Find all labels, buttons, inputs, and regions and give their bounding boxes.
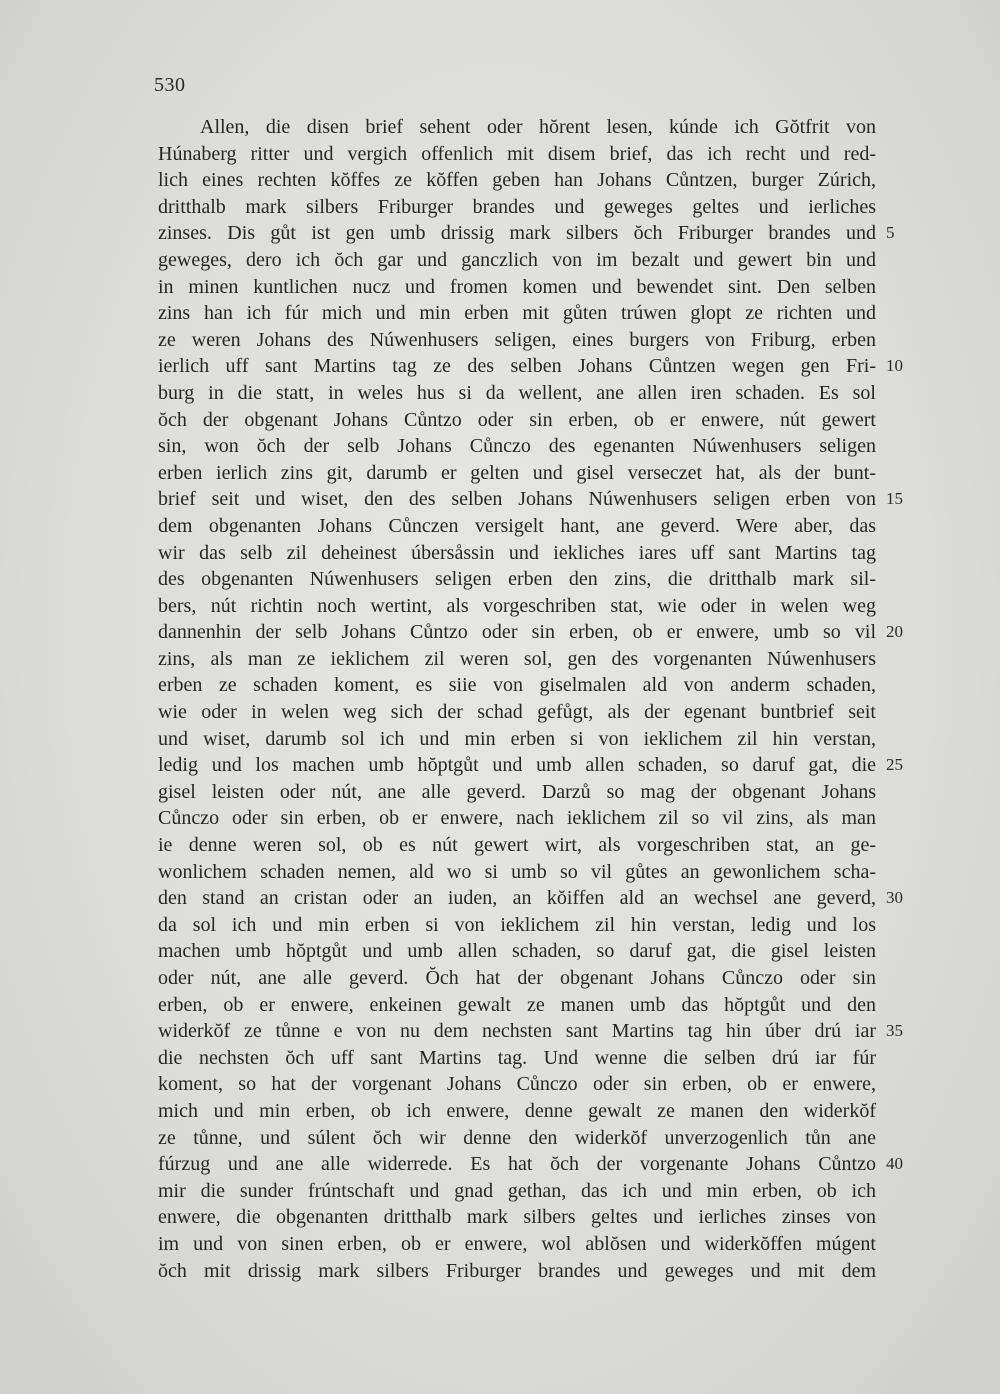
- line-text: zinses. Dis gůt ist gen umb drissig mark silbers ŏch Friburger brandes und: [158, 222, 876, 245]
- text-line: [158, 699, 876, 726]
- line-text: zins han ich fúr mich und min erben mit gůten trúwen glopt ze richten und: [158, 302, 876, 325]
- line-text: ze tůnne, und súlent ŏch wir denne den widerkŏf unverzogenlich tůn ane: [158, 1126, 876, 1149]
- line-text: mir die sunder frúntschaft und gnad gethan, das ich und min erben, ob ich: [158, 1179, 876, 1202]
- text-line: [158, 593, 876, 620]
- line-text: dritthalb mark silbers Friburger brandes und geweges geltes und ierliches: [158, 195, 876, 218]
- line-text: burg in die statt, in weles hus si da wellent, ane allen iren schaden. Es sol: [158, 381, 876, 404]
- text-line: [158, 619, 903, 646]
- line-text: da sol ich und min erben si von ieklichem zil hin verstan, ledig und los: [158, 913, 876, 936]
- line-number: 35: [886, 1021, 903, 1041]
- text-line: [158, 1045, 876, 1072]
- text-line: [158, 407, 876, 434]
- text-line: [158, 513, 876, 540]
- line-number: 15: [886, 489, 903, 509]
- text-line: [158, 540, 876, 567]
- text-line: [158, 1231, 876, 1258]
- line-text: zins, als man ze ieklichem zil weren sol, gen des vorgenanten Núwenhusers: [158, 647, 876, 670]
- line-text: ŏch mit drissig mark silbers Friburger brandes und geweges und mit dem: [158, 1259, 876, 1282]
- text-line: [158, 380, 876, 407]
- text-line: [158, 327, 876, 354]
- line-text: Húnaberg ritter und vergich offenlich mit disem brief, das ich recht und red-: [158, 142, 876, 165]
- line-text: sin, won ŏch der selb Johans Cůnczo des egenanten Núwenhusers seligen: [158, 435, 876, 458]
- text-line: [158, 1151, 903, 1178]
- line-text: ierlich uff sant Martins tag ze des selben Johans Cůntzen wegen gen Fri-: [158, 355, 876, 378]
- line-text: Cůnczo oder sin erben, ob er enwere, nach ieklichem zil so vil zins, als man: [158, 807, 876, 830]
- text-line: [158, 805, 876, 832]
- line-text: Allen, die disen brief sehent oder hŏrent lesen, kúnde ich Gŏtfrit von: [200, 116, 876, 138]
- line-text: den stand an cristan oder an iuden, an kŏiffen ald an wechsel ane geverd,: [158, 887, 876, 910]
- line-number: 5: [886, 223, 895, 243]
- line-text: bers, nút richtin noch wertint, als vorgeschriben stat, wie oder in welen weg: [158, 594, 876, 617]
- line-text: oder nút, ane alle geverd. Ŏch hat der obgenant Johans Cůnczo oder sin: [158, 967, 876, 989]
- text-line: [158, 141, 876, 168]
- line-text: dem obgenanten Johans Cůnczen versigelt hant, ane geverd. Were aber, das: [158, 514, 876, 537]
- text-line: [158, 274, 876, 301]
- text-line: [158, 938, 876, 965]
- text-line: [158, 566, 876, 593]
- line-number: 30: [886, 888, 903, 908]
- line-text: fúrzug und ane alle widerrede. Es hat ŏch der vorgenante Johans Cůntzo: [158, 1153, 876, 1176]
- text-line: [158, 220, 895, 247]
- line-text: lich eines rechten kŏffes ze kŏffen geben han Johans Cůntzen, burger Zúrich,: [158, 169, 876, 192]
- text-line: [158, 1258, 876, 1285]
- text-line: [158, 1125, 876, 1152]
- text-line: [158, 726, 876, 753]
- line-text: erben, ob er enwere, enkeinen gewalt ze manen umb das hŏptgůt und den: [158, 993, 876, 1016]
- line-text: wie oder in welen weg sich der schad gefůgt, als der egenant buntbrief seit: [158, 701, 876, 724]
- body-text: [158, 114, 903, 1284]
- line-text: koment, so hat der vorgenant Johans Cůnczo oder sin erben, ob er enwere,: [158, 1073, 876, 1096]
- text-line: [158, 1178, 876, 1205]
- line-text: ie denne weren sol, ob es nút gewert wirt, als vorgeschriben stat, an ge-: [158, 834, 876, 857]
- line-text: im und von sinen erben, ob er enwere, wol ablŏsen und widerkŏffen múgent: [158, 1232, 876, 1255]
- text-line: [158, 167, 876, 194]
- text-line: [158, 859, 876, 886]
- line-text: widerkŏf ze tůnne e von nu dem nechsten sant Martins tag hin úber drú iar: [158, 1020, 876, 1043]
- text-line: [158, 992, 876, 1019]
- text-line: [158, 114, 876, 141]
- line-text: in minen kuntlichen nucz und fromen komen und bewendet sint. Den selben: [158, 275, 876, 298]
- text-line: [158, 752, 903, 779]
- line-text: ledig und los machen umb hŏptgůt und umb allen schaden, so daruf gat, die: [158, 754, 876, 777]
- text-line: [158, 300, 876, 327]
- line-number: 10: [886, 356, 903, 376]
- text-line: [158, 1098, 876, 1125]
- line-text: gisel leisten oder nút, ane alle geverd. Darzů so mag der obgenant Johans: [158, 780, 876, 803]
- text-line: [158, 486, 903, 513]
- line-text: ŏch der obgenant Johans Cůntzo oder sin erben, ob er enwere, nút gewert: [158, 408, 876, 431]
- text-line: [158, 965, 876, 992]
- line-text: erben ze schaden koment, es siie von giselmalen ald von anderm schaden,: [158, 674, 876, 697]
- line-text: wonlichem schaden nemen, ald wo si umb so vil gůtes an gewonlichem scha-: [158, 860, 876, 883]
- text-line: [158, 912, 876, 939]
- line-number: 20: [886, 622, 903, 642]
- text-line: [158, 779, 876, 806]
- text-line: [158, 460, 876, 487]
- line-text: wir das selb zil deheinest úbersåssin und iekliches iares uff sant Martins tag: [158, 541, 876, 564]
- text-line: [158, 1071, 876, 1098]
- text-line: [158, 194, 876, 221]
- line-text: brief seit und wiset, den des selben Johans Núwenhusers seligen erben von: [158, 488, 876, 511]
- line-text: erben ierlich zins git, darumb er gelten und gisel verseczet hat, als der bunt-: [158, 461, 876, 484]
- line-text: ze weren Johans des Núwenhusers seligen, eines burgers von Friburg, erben: [158, 328, 876, 351]
- line-number: 40: [886, 1154, 903, 1174]
- text-line: [158, 832, 876, 859]
- line-text: und wiset, darumb sol ich und min erben si von ieklichem zil hin verstan,: [158, 727, 876, 750]
- text-line: [158, 247, 876, 274]
- text-line: [158, 672, 876, 699]
- line-number: 25: [886, 755, 903, 775]
- text-line: [158, 1204, 876, 1231]
- text-line: [158, 433, 876, 460]
- text-line: [158, 353, 903, 380]
- line-text: mich und min erben, ob ich enwere, denne gewalt ze manen den widerkŏf: [158, 1099, 876, 1122]
- text-line: [158, 1018, 903, 1045]
- page-number: 530: [154, 74, 186, 96]
- text-line: [158, 646, 876, 673]
- line-text: geweges, dero ich ŏch gar und ganczlich von im bezalt und gewert bin und: [158, 248, 876, 271]
- line-text: des obgenanten Núwenhusers seligen erben den zins, die dritthalb mark sil-: [158, 568, 876, 591]
- line-text: machen umb hŏptgůt und umb allen schaden, so daruf gat, die gisel leisten: [158, 940, 876, 963]
- text-line: [158, 885, 903, 912]
- line-text: dannenhin der selb Johans Cůntzo oder sin erben, ob er enwere, umb so vil: [158, 621, 876, 644]
- line-text: enwere, die obgenanten dritthalb mark silbers geltes und ierliches zinses von: [158, 1206, 876, 1229]
- line-text: die nechsten ŏch uff sant Martins tag. Und wenne die selben drú iar fúr: [158, 1046, 876, 1069]
